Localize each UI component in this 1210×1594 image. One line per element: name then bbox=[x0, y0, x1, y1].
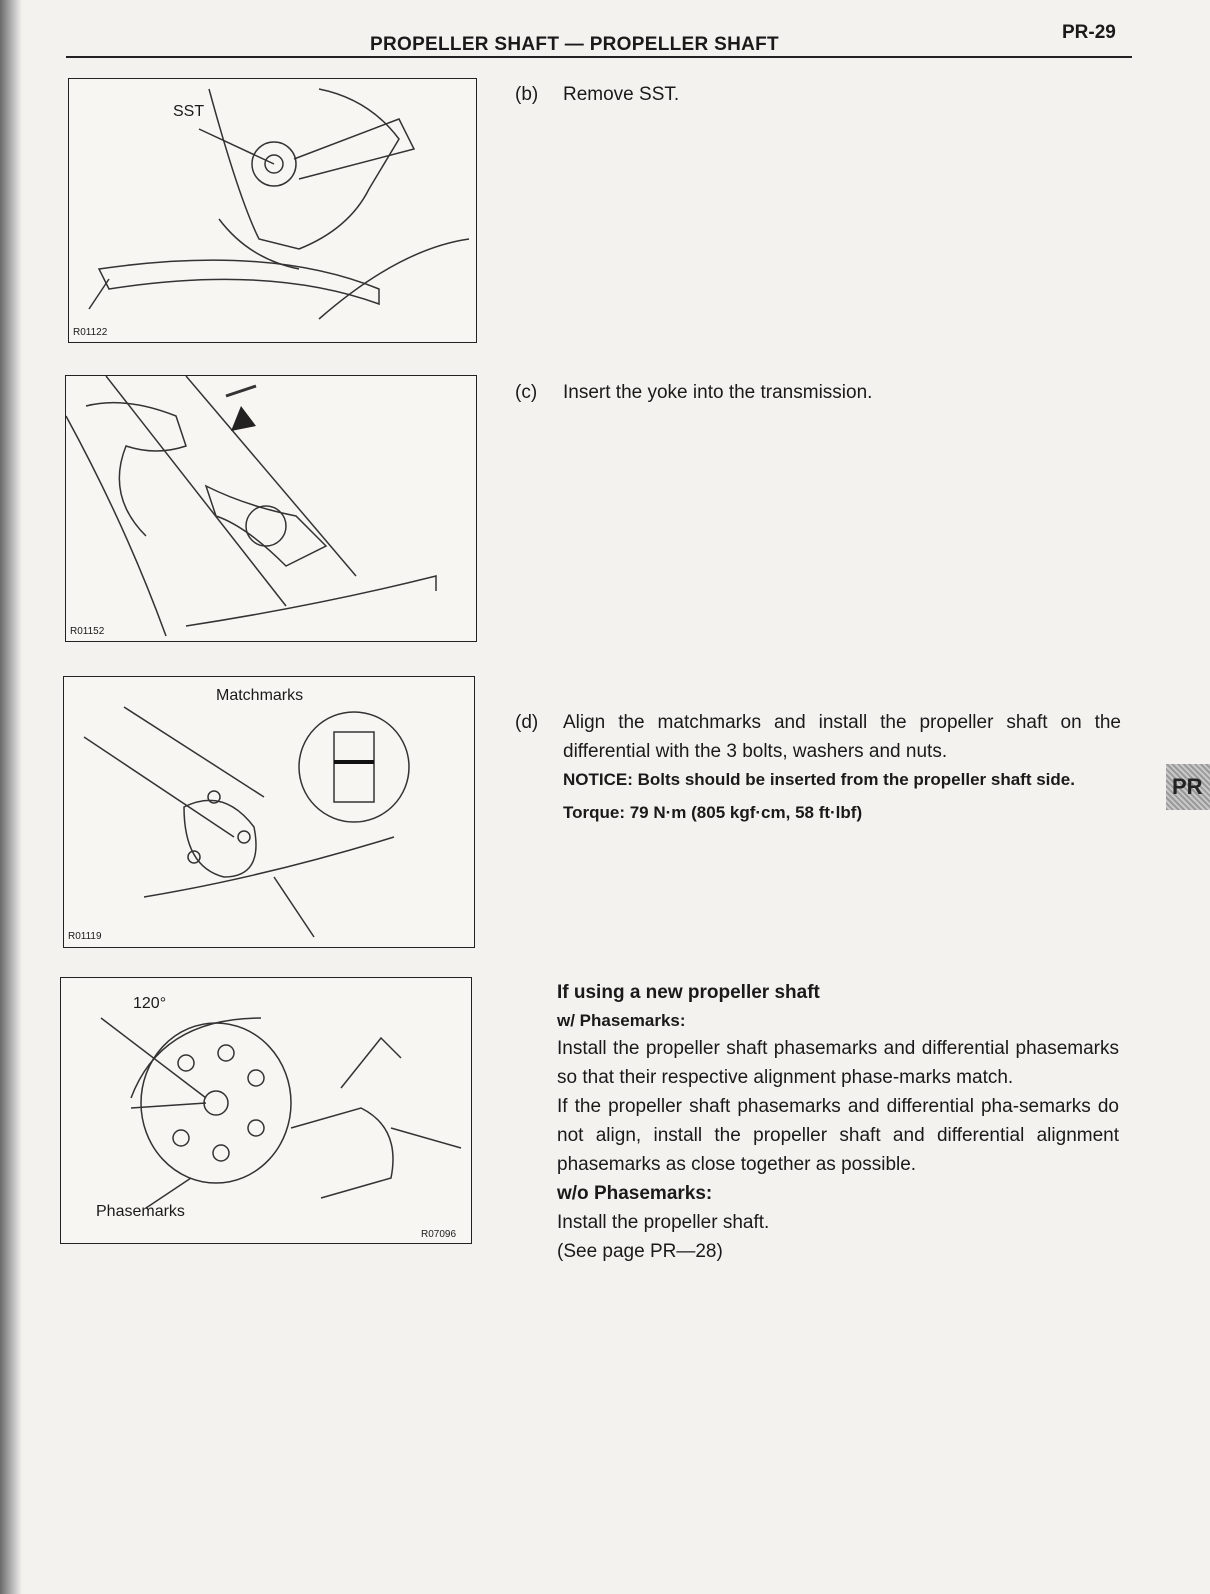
page-title: PROPELLER SHAFT — PROPELLER SHAFT bbox=[370, 34, 779, 55]
without-phasemarks-text: Install the propeller shaft. bbox=[557, 1212, 770, 1233]
page-number: PR-29 bbox=[1062, 22, 1116, 43]
figure-matchmarks bbox=[63, 676, 475, 948]
figure-phasemarks bbox=[60, 977, 472, 1244]
step-label-b: (b) bbox=[515, 84, 539, 105]
figure-label: 120° bbox=[133, 995, 167, 1012]
illustration-yoke bbox=[66, 376, 476, 641]
step-text-b: Remove SST. bbox=[563, 84, 680, 105]
new-shaft-heading: If using a new propeller shaft bbox=[557, 982, 820, 1003]
without-phasemarks-heading: w/o Phasemarks: bbox=[557, 1183, 713, 1204]
scan-edge-shadow bbox=[0, 0, 22, 1594]
step-d-block bbox=[563, 708, 1121, 827]
notice-text: NOTICE: Bolts should be inserted from the propeller shaft side. bbox=[563, 770, 1075, 789]
step-text-c: Insert the yoke into the transmission. bbox=[563, 382, 873, 403]
with-phasemarks-heading: w/ Phasemarks: bbox=[557, 1011, 686, 1030]
see-page-reference: (See page PR—28) bbox=[557, 1241, 723, 1262]
figure-code: R01152 bbox=[70, 626, 105, 637]
figure-label: Matchmarks bbox=[216, 687, 304, 704]
figure-code: R01119 bbox=[68, 931, 102, 942]
header-rule bbox=[66, 56, 1132, 58]
step-text-d: Align the matchmarks and install the propeller shaft on the differential with the 3 bolts, washers and nuts. bbox=[563, 712, 1121, 762]
figure-insert-yoke bbox=[65, 375, 477, 642]
step-label-d: (d) bbox=[515, 712, 539, 733]
section-tab: PR bbox=[1166, 764, 1210, 810]
figure-label: SST bbox=[173, 103, 205, 120]
figure-label: Phasemarks bbox=[96, 1203, 185, 1220]
torque-spec: Torque: 79 N·m (805 kgf·cm, 58 ft·lbf) bbox=[563, 803, 863, 822]
with-phasemarks-text-2: If the propeller shaft phasemarks and differential pha-semarks do not align, install the propeller shaft and differential alignment phasemarks as close together as possible. bbox=[557, 1096, 1119, 1175]
figure-code: R01122 bbox=[73, 327, 108, 338]
new-shaft-block bbox=[557, 978, 1119, 1266]
illustration-matchmarks bbox=[64, 677, 474, 947]
with-phasemarks-text-1: Install the propeller shaft phasemarks and differential phasemarks so that their respective alignment phase-marks match. bbox=[557, 1038, 1119, 1088]
illustration-sst bbox=[69, 79, 476, 342]
step-label-c: (c) bbox=[515, 382, 538, 403]
figure-remove-sst bbox=[68, 78, 477, 343]
figure-code: R07096 bbox=[421, 1229, 457, 1240]
